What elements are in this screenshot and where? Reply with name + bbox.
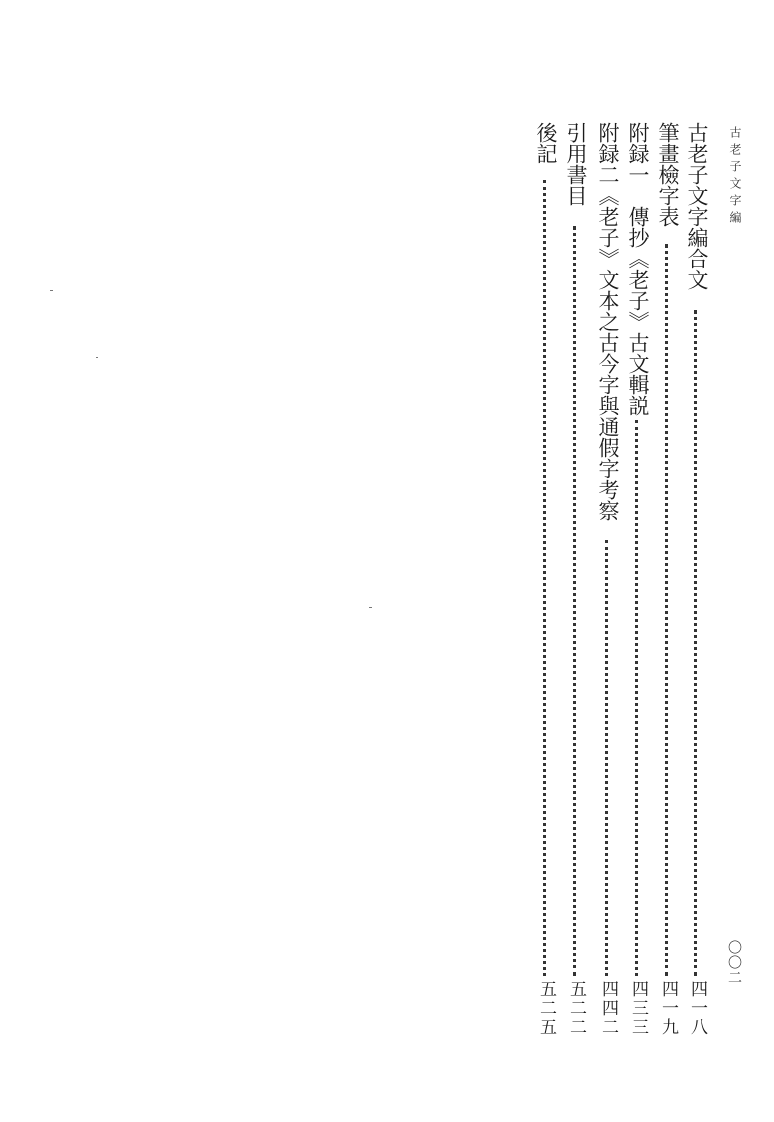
toc-entry-page: 五二五 (536, 980, 556, 1037)
toc-leader-dots (543, 180, 552, 976)
scan-speck (369, 607, 372, 608)
toc-entry (684, 122, 710, 1042)
toc-entry-title: 引用書目 (564, 122, 588, 206)
toc-entry-title: 附録二《老子》文本之古今字與通假字考察 (596, 122, 620, 521)
toc-leader-dots (635, 420, 644, 976)
toc-entry-page: 四四二 (598, 980, 618, 1037)
toc-leader-dots (605, 540, 614, 976)
toc-entry (595, 122, 621, 1042)
toc-entry (563, 122, 589, 1042)
toc-entry-page: 四一八 (687, 980, 707, 1037)
toc-entry-title: 筆畫檢字表 (656, 122, 680, 227)
page-number: 〇〇二 (726, 940, 742, 985)
toc-entry-page: 四三三 (628, 980, 648, 1037)
scan-speck (96, 357, 98, 358)
scan-speck (50, 290, 53, 291)
toc-entry (625, 122, 651, 1042)
toc-entry-title: 古老子文字編合文 (685, 122, 709, 290)
toc-leader-dots (665, 244, 674, 976)
toc-entry-title: 附録一 傳抄《老子》古文輯説 (626, 122, 650, 416)
toc-leader-dots (694, 310, 703, 976)
toc-entry (533, 122, 559, 1042)
running-header: 古老子文字編 (728, 126, 742, 228)
toc-entry-title: 後記 (534, 122, 558, 164)
toc-leader-dots (573, 226, 582, 976)
toc-entry-page: 五二二 (566, 980, 586, 1037)
toc-entry (655, 122, 681, 1042)
toc-entry-page: 四一九 (658, 980, 678, 1037)
